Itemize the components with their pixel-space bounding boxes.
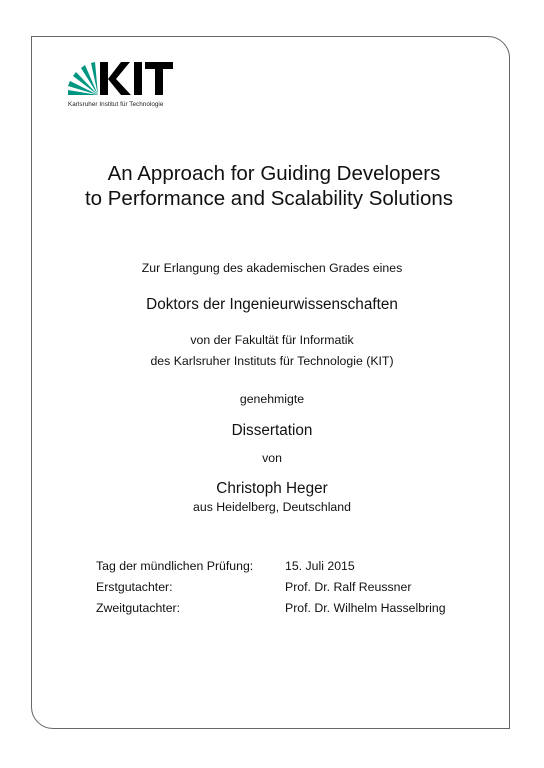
exam-date-label: Tag der mündlichen Prüfung: bbox=[96, 559, 254, 573]
degree-text: Doktors der Ingenieurwissenschaften bbox=[146, 296, 398, 313]
first-reviewer-value: Prof. Dr. Ralf Reussner bbox=[285, 580, 412, 594]
document-type: Dissertation bbox=[231, 422, 313, 439]
by-text: von bbox=[262, 451, 282, 465]
title-line-1: An Approach for Guiding Developers bbox=[107, 162, 441, 185]
logo-tagline: Karlsruher Institut für Technologie bbox=[68, 101, 164, 108]
thesis-title bbox=[0, 161, 544, 211]
title-line-2: to Performance and Scalability Solutions bbox=[84, 187, 454, 210]
author-origin: aus Heidelberg, Deutschland bbox=[193, 500, 351, 514]
exam-date-value: 15. Juli 2015 bbox=[285, 559, 355, 573]
second-reviewer-label: Zweitgutachter: bbox=[96, 601, 181, 615]
approved-text: genehmigte bbox=[239, 392, 305, 406]
first-reviewer-label: Erstgutachter: bbox=[96, 580, 173, 594]
page-border bbox=[31, 36, 510, 729]
second-reviewer-value: Prof. Dr. Wilhelm Hasselbring bbox=[285, 601, 446, 615]
author-name: Christoph Heger bbox=[216, 480, 328, 497]
purpose-text: Zur Erlangung des akademischen Grades eines bbox=[141, 261, 403, 275]
kit-logo bbox=[68, 60, 178, 112]
faculty-line-2: des Karlsruher Instituts für Technologie (KIT) bbox=[150, 354, 394, 368]
faculty-line-1: von der Fakultät für Informatik bbox=[190, 333, 354, 347]
kit-fan-logo-icon bbox=[68, 60, 178, 100]
